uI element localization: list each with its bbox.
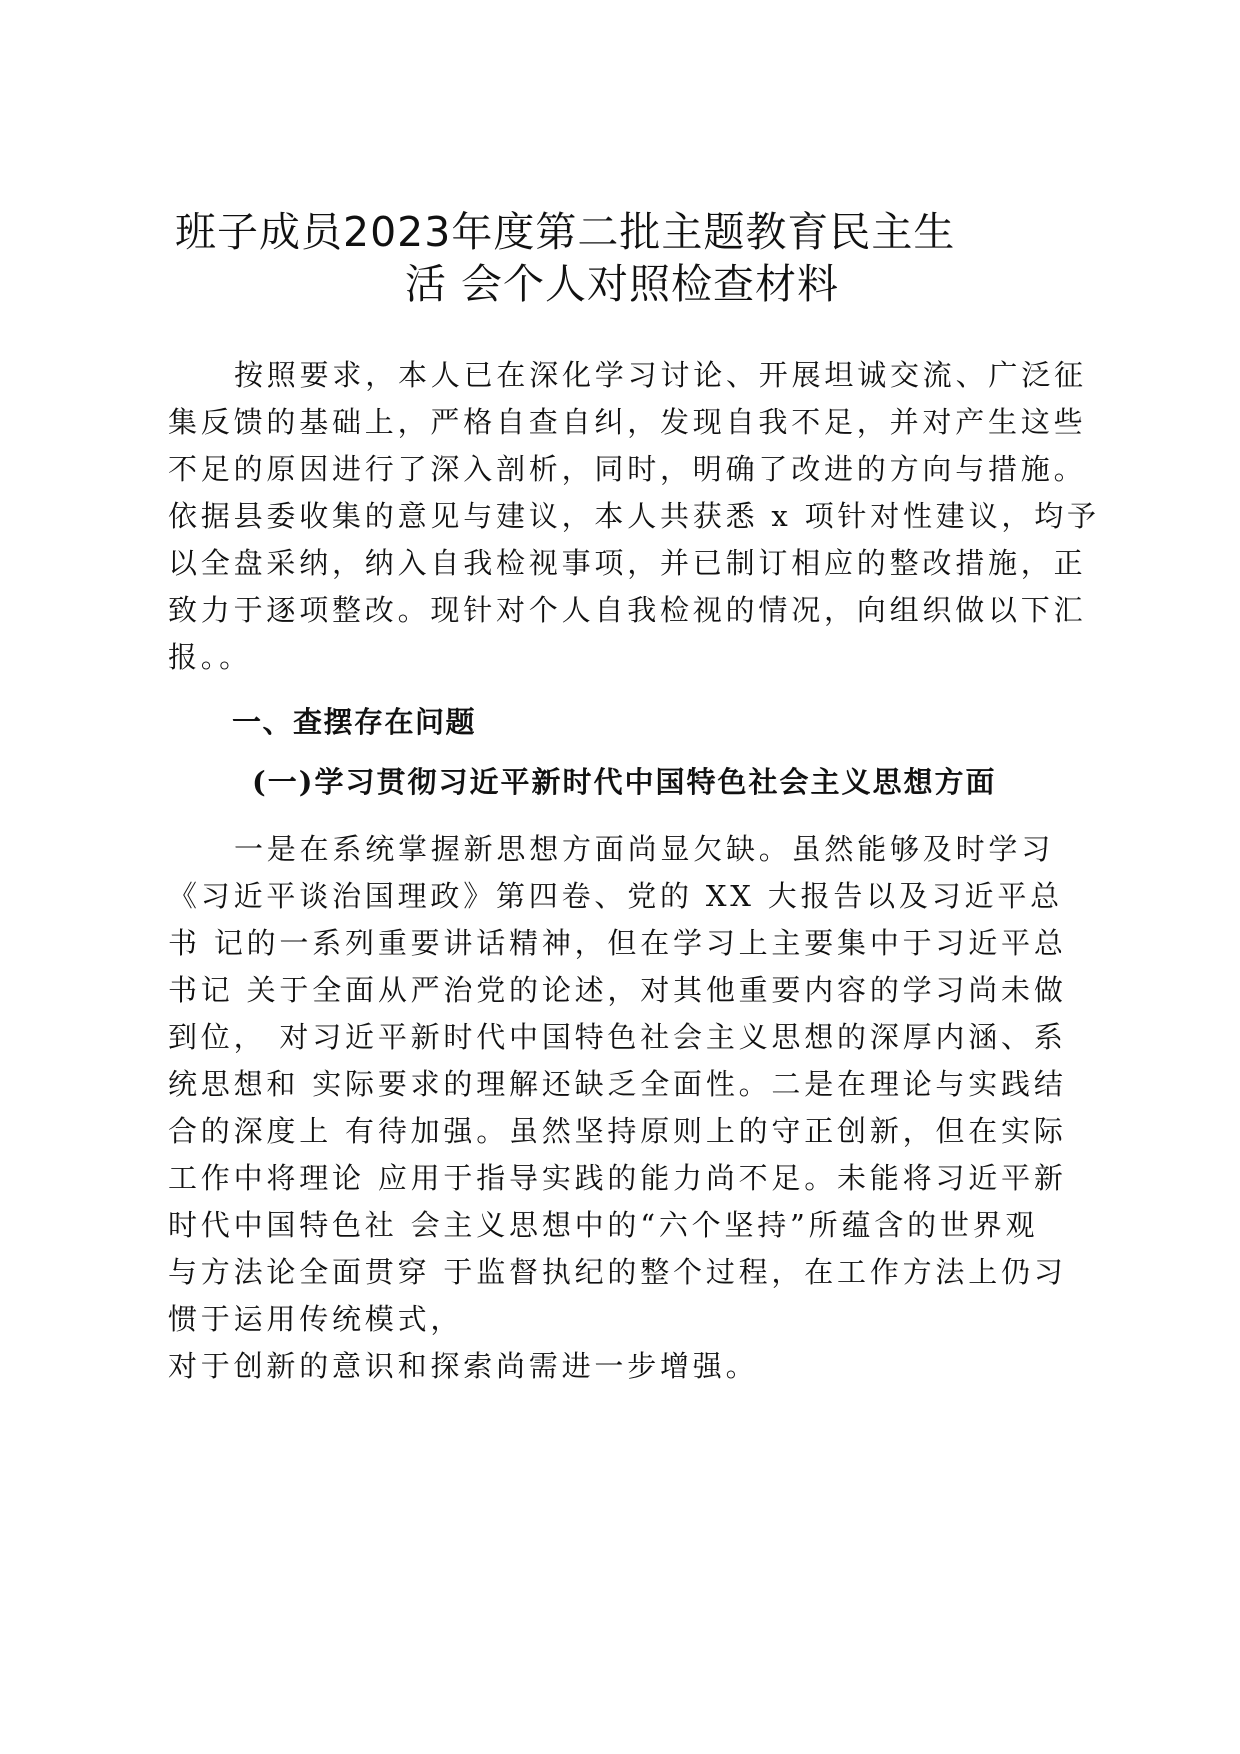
main-line: 《习近平谈治国理政》第四卷、党的 XX 大报告以及习近平总: [168, 879, 1063, 913]
document-title: [150, 206, 1070, 310]
intro-line: 按照要求，本人已在深化学习讨论、开展坦诚交流、广泛征: [234, 358, 1087, 392]
subsection-heading: (一)学习贯彻习近平新时代中国特色社会主义思想方面: [252, 765, 997, 799]
intro-line: 致力于逐项整改。现针对个人自我检视的情况，向组织做以下汇: [168, 593, 1087, 627]
title-line-1: 班子成员2023年度第二批主题教育民主生: [175, 208, 956, 256]
main-paragraph: [168, 826, 1090, 1390]
intro-line: 集反馈的基础上，严格自查自纠，发现自我不足，并对产生这些: [168, 405, 1087, 439]
main-line: 工作中将理论 应用于指导实践的能力尚不足。未能将习近平新: [168, 1161, 1067, 1195]
title-line-2: 活 会个人对照检查材料: [405, 260, 840, 308]
main-line: 与方法论全面贯穿 于监督执纪的整个过程，在工作方法上仍习: [168, 1255, 1067, 1289]
main-line: 书 记的一系列重要讲话精神，但在学习上主要集中于习近平总: [168, 926, 1067, 960]
intro-line: 依据县委收集的意见与建议，本人共获悉 x 项针对性建议，均予: [168, 499, 1100, 533]
main-line: 时代中国特色社 会主义思想中的“六个坚持”所蕴含的世界观: [168, 1208, 1039, 1242]
main-line: 到位， 对习近平新时代中国特色社会主义思想的深厚内涵、系: [168, 1020, 1067, 1054]
main-line: 统思想和 实际要求的理解还缺乏全面性。二是在理论与实践结: [168, 1067, 1067, 1101]
main-line: 合的深度上 有待加强。虽然坚持原则上的守正创新，但在实际: [168, 1114, 1067, 1148]
main-line: 书记 关于全面从严治党的论述，对其他重要内容的学习尚未做: [168, 973, 1067, 1007]
main-line: 惯于运用传统模式，: [168, 1302, 464, 1336]
main-line: 对于创新的意识和探索尚需进一步增强。: [168, 1349, 759, 1383]
section-heading: 一、查摆存在问题: [232, 705, 477, 739]
main-line: 一是在系统掌握新思想方面尚显欠缺。虽然能够及时学习: [234, 832, 1055, 866]
intro-line: 不足的原因进行了深入剖析，同时，明确了改进的方向与措施。: [168, 452, 1087, 486]
intro-line: 报。。: [168, 640, 252, 674]
intro-paragraph: [168, 352, 1100, 681]
intro-line: 以全盘采纳，纳入自我检视事项，并已制订相应的整改措施，正: [168, 546, 1087, 580]
